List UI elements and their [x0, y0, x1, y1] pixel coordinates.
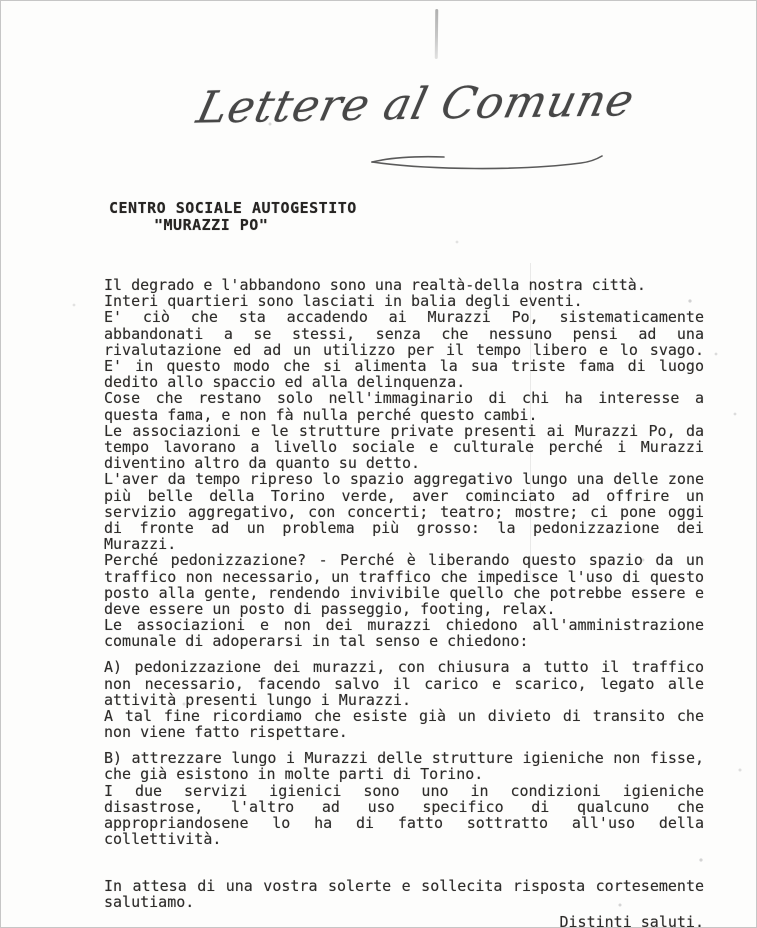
letter-line: questa fama, e non fà nulla perché questo cambi.	[104, 405, 538, 424]
letter-line: rivalutazione ed ad un utilizzo per il tempo libero e lo svago.	[104, 340, 704, 359]
letter-line: più belle della Torino verde, aver cominciato ad offrire un	[104, 486, 704, 505]
handwritten-title: Lettere al Comune	[192, 75, 640, 134]
letter-line: L'aver da tempo ripreso lo spazio aggregativo lungo una delle zone	[104, 470, 704, 489]
letter-line: collettività.	[104, 830, 222, 849]
letter-line: deve essere un posto di passeggio, footing, relax.	[104, 600, 556, 619]
sender-subname: "MURAZZI PO"	[154, 216, 269, 234]
letter-line: dedito allo spaccio ed alla delinquenza.	[104, 373, 466, 392]
sender-name: CENTRO SOCIALE AUTOGESTITO	[109, 199, 357, 217]
letter-line: disastrose, l'altro ad uso specifico di qualcuno che	[104, 797, 704, 816]
letter-line: Distinti saluti.	[559, 912, 704, 928]
letter-line: B) attrezzare lungo i Murazzi delle strutture igieniche non fisse,	[104, 749, 704, 768]
letter-line: I due servizi igienici sono uno in condizioni igieniche	[104, 781, 704, 800]
letter-line: In attesa di una vostra solerte e sollecita risposta cortesemente	[104, 877, 704, 896]
letter-line: Murazzi.	[104, 535, 177, 554]
letter-line: che già esistono in molte parti di Torino.	[104, 765, 484, 784]
scan-speckles	[1, 1, 3, 3]
letter-line: non necessario, facendo salvo il carico e scarico, legato alle	[104, 674, 704, 693]
letter-line: Le associazioni e le strutture private presenti ai Murazzi Po, da	[104, 421, 704, 440]
letter-line: E' in questo modo che si alimenta la sua triste fama di luogo	[104, 357, 704, 376]
letter-line: Le associazioni e non dei murazzi chiedono all'amministrazione	[104, 616, 704, 635]
letter-line: attività presenti lungo i Murazzi.	[104, 690, 412, 709]
letter-line: abbandonati a se stessi, senza che nessuno pensi ad una	[104, 324, 704, 343]
letter-line: non viene fatto rispettare.	[104, 723, 348, 742]
scan-fold-mark	[435, 9, 439, 59]
letter-line: salutiamo.	[104, 893, 195, 912]
title-underline-stroke	[369, 153, 609, 173]
letter-line: Perché pedonizzazione? - Perché è liberando questo spazio da un	[104, 551, 704, 570]
letter-line: A) pedonizzazione dei murazzi, con chiusura a tutto il traffico	[104, 658, 704, 677]
letter-line: Interi quartieri sono lasciati in balia degli eventi.	[104, 292, 583, 311]
letter-line: A tal fine ricordiamo che esiste già un divieto di transito che	[104, 707, 704, 725]
letter-line: posto alla gente, rendendo invivibile quello che potrebbe essere e	[104, 583, 704, 602]
letter-line: di fronte ad un problema più grosso: la pedonizzazione dei	[104, 519, 704, 538]
letter-line: E' ciò che sta accadendo ai Murazzi Po, sistematicamente	[104, 308, 704, 327]
letter-line: servizio aggregativo, con concerti; teatro; mostre; ci pone oggi	[104, 502, 704, 521]
letter-line: traffico non necessario, un traffico che impedisce l'uso di questo	[104, 567, 704, 586]
letter-line: Cose che restano solo nell'immaginario di chi ha interesse a	[104, 389, 704, 408]
letter-line: Il degrado e l'abbandono sono una realtà-della nostra città.	[104, 276, 646, 294]
letter-line: tempo lavorano a livello sociale e culturale perché i Murazzi	[104, 438, 704, 457]
letter-line: appropriandosene lo ha di fatto sottratto all'uso della	[104, 813, 704, 832]
letter-line: comunale di adoperarsi in tal senso e chiedono:	[104, 632, 529, 651]
sender-block	[109, 200, 357, 234]
letter-line: diventino altro da quanto su detto.	[104, 454, 421, 473]
letter-body	[104, 277, 704, 928]
